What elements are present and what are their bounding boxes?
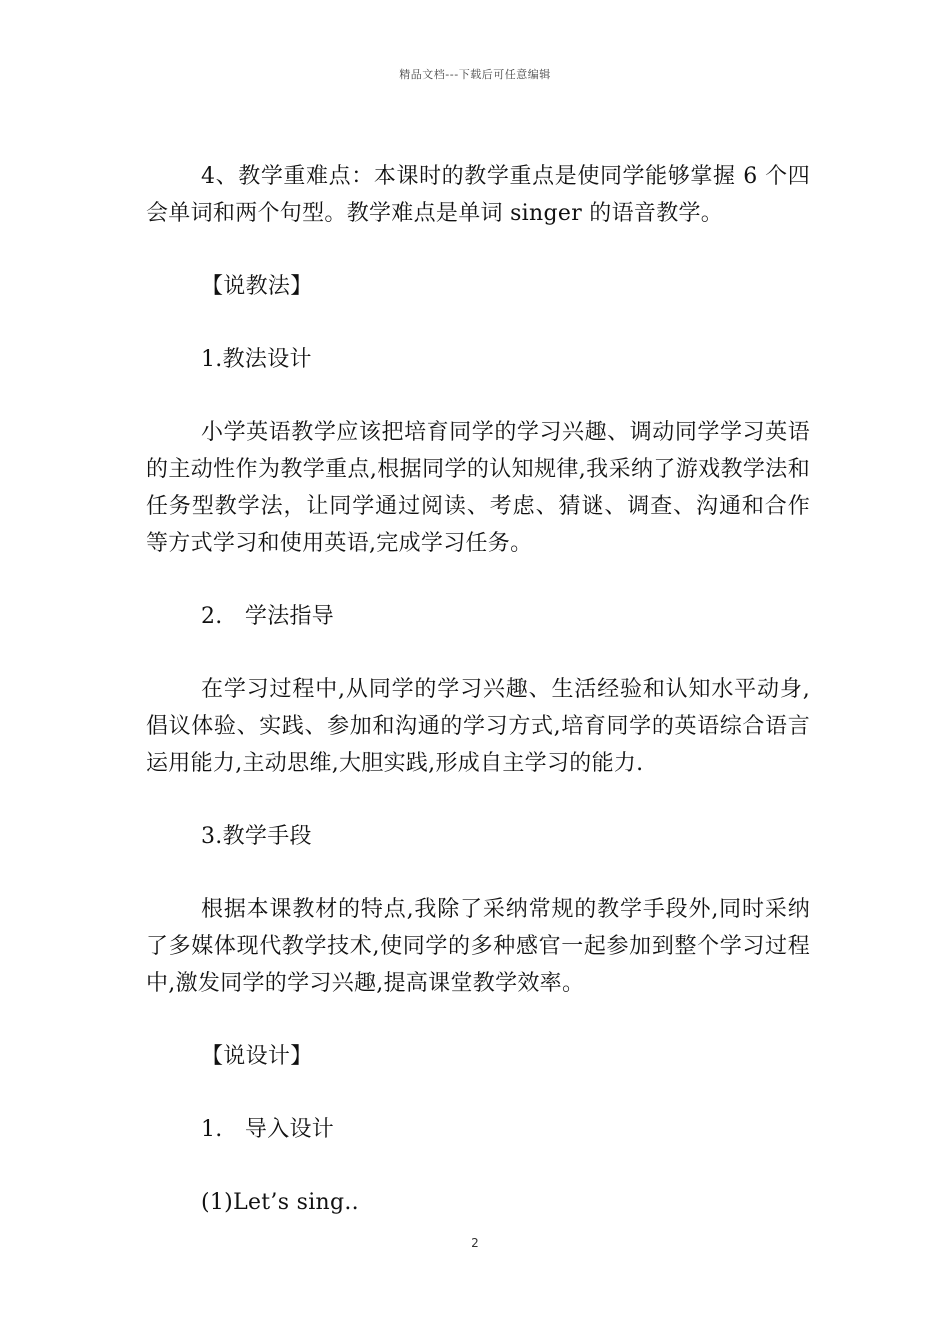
subheading-method-design: 1.教法设计 — [201, 347, 312, 372]
paragraph-lets-sing: (1)Let’s sing.. — [201, 1190, 359, 1215]
paragraph-teaching-means: 根据本课教材的特点,我除了采纳常规的教学手段外,同时采纳了多媒体现代教学技术,使同学的多种感官一起参加到整个学习过程中,激发同学的学习兴趣,提高课堂教学效率。 — [146, 897, 810, 996]
page-header: 精品文档---下载后可任意编辑 — [399, 68, 551, 81]
paragraph-learning-guidance: 在学习过程中,从同学的学习兴趣、生活经验和认知水平动身,倡议体验、实践、参加和沟通的学习方式,培育同学的英语综合语言运用能力,主动思维,大胆实践,形成自主学习的能力. — [146, 677, 810, 776]
subheading-learning-guidance: 2. 学法指导 — [201, 604, 335, 629]
section-heading-teaching-method: 【说教法】 — [201, 274, 313, 299]
page-number: 2 — [471, 1236, 479, 1250]
document-body — [146, 158, 810, 1257]
paragraph-method-design: 小学英语教学应该把培育同学的学习兴趣、调动同学学习英语的主动性作为教学重点,根据同学的认知规律,我采纳了游戏教学法和任务型教学法，让同学通过阅读、考虑、猜谜、调查、沟通和合作等方式学习和使用英语,完成学习任务。 — [146, 420, 810, 556]
subheading-teaching-means: 3.教学手段 — [201, 824, 312, 849]
paragraph-key-difficult-points: 4、教学重难点：本课时的教学重点是使同学能够掌握 6 个四会单词和两个句型。教学难点是单词 singer 的语音教学。 — [146, 164, 810, 226]
section-heading-design: 【说设计】 — [201, 1044, 313, 1069]
subheading-lead-in-design: 1. 导入设计 — [201, 1117, 335, 1142]
